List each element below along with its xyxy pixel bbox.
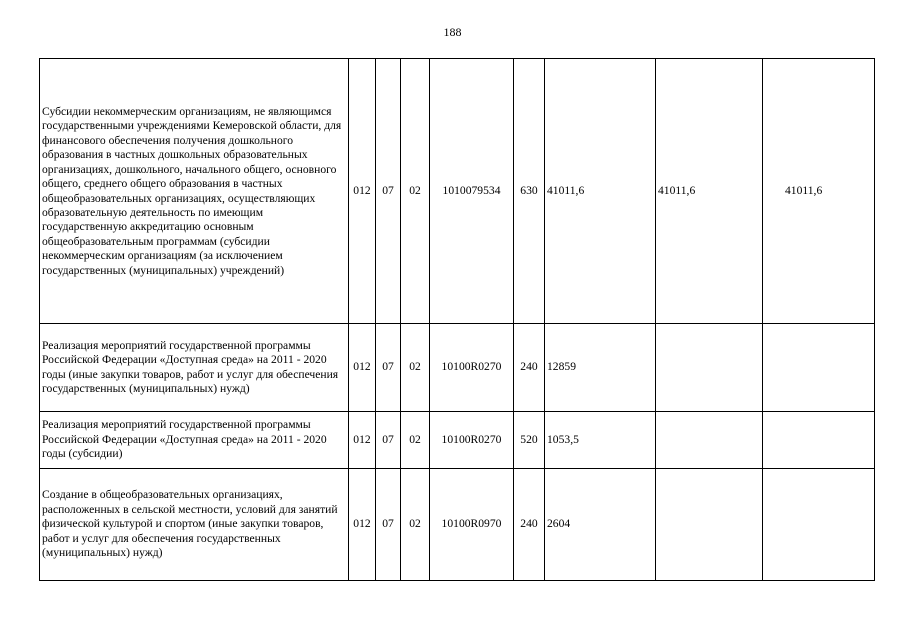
amount-3-cell: 41011,6: [763, 59, 875, 324]
subsection-code-cell: 02: [401, 412, 430, 469]
row-name-cell: Создание в общеобразовательных организациях, расположенных в сельской местности, условий для занятий физической культурой и спортом (иные закупки товаров, работ и услуг для обеспечения государственных (муниципальных) нужд): [40, 469, 349, 581]
amount-1-cell: 2604: [545, 469, 656, 581]
amount-3-cell: [763, 412, 875, 469]
amount-1-cell: 41011,6: [545, 59, 656, 324]
target-code-cell: 1010079534: [430, 59, 514, 324]
subsection-code-cell: 02: [401, 324, 430, 412]
amount-3-cell: [763, 469, 875, 581]
target-code-cell: 10100R0270: [430, 324, 514, 412]
table-row: [40, 469, 875, 581]
amount-3-cell: [763, 324, 875, 412]
row-name-cell: Реализация мероприятий государственной программы Российской Федерации «Доступная среда» на 2011 - 2020 годы (иные закупки товаров, работ и услуг для обеспечения государственных (муниципальных) нужд): [40, 324, 349, 412]
amount-1-cell: 1053,5: [545, 412, 656, 469]
section-code-cell: 07: [376, 412, 401, 469]
target-code-cell: 10100R0970: [430, 469, 514, 581]
amount-2-cell: 41011,6: [656, 59, 763, 324]
target-code-cell: 10100R0270: [430, 412, 514, 469]
row-name-cell: Субсидии некоммерческим организациям, не являющимся государственными учреждениями Кемеровской области, для финансового обеспечения получения дошкольного образования в частных дошкольных образовательных организациях, дошкольного, начального общего, основного общего, среднего общего образования в частных общеобразовательных организациях, осуществляющих образовательную деятельность по имеющим государственную аккредитацию основным общеобразовательным программам (субсидии некоммерческим организациям (за исключением государственных (муниципальных) учреждений): [40, 59, 349, 324]
table-row: [40, 59, 875, 324]
expense-type-cell: 520: [514, 412, 545, 469]
budget-table: [39, 58, 875, 581]
ministry-code-cell: 012: [349, 59, 376, 324]
ministry-code-cell: 012: [349, 469, 376, 581]
expense-type-cell: 630: [514, 59, 545, 324]
expense-type-cell: 240: [514, 324, 545, 412]
section-code-cell: 07: [376, 324, 401, 412]
amount-2-cell: [656, 324, 763, 412]
section-code-cell: 07: [376, 469, 401, 581]
section-code-cell: 07: [376, 59, 401, 324]
table-row: [40, 412, 875, 469]
subsection-code-cell: 02: [401, 59, 430, 324]
amount-1-cell: 12859: [545, 324, 656, 412]
row-name-cell: Реализация мероприятий государственной программы Российской Федерации «Доступная среда» на 2011 - 2020 годы (субсидии): [40, 412, 349, 469]
ministry-code-cell: 012: [349, 412, 376, 469]
amount-2-cell: [656, 412, 763, 469]
ministry-code-cell: 012: [349, 324, 376, 412]
amount-2-cell: [656, 469, 763, 581]
subsection-code-cell: 02: [401, 469, 430, 581]
expense-type-cell: 240: [514, 469, 545, 581]
page-number: 188: [443, 25, 462, 39]
table-row: [40, 324, 875, 412]
